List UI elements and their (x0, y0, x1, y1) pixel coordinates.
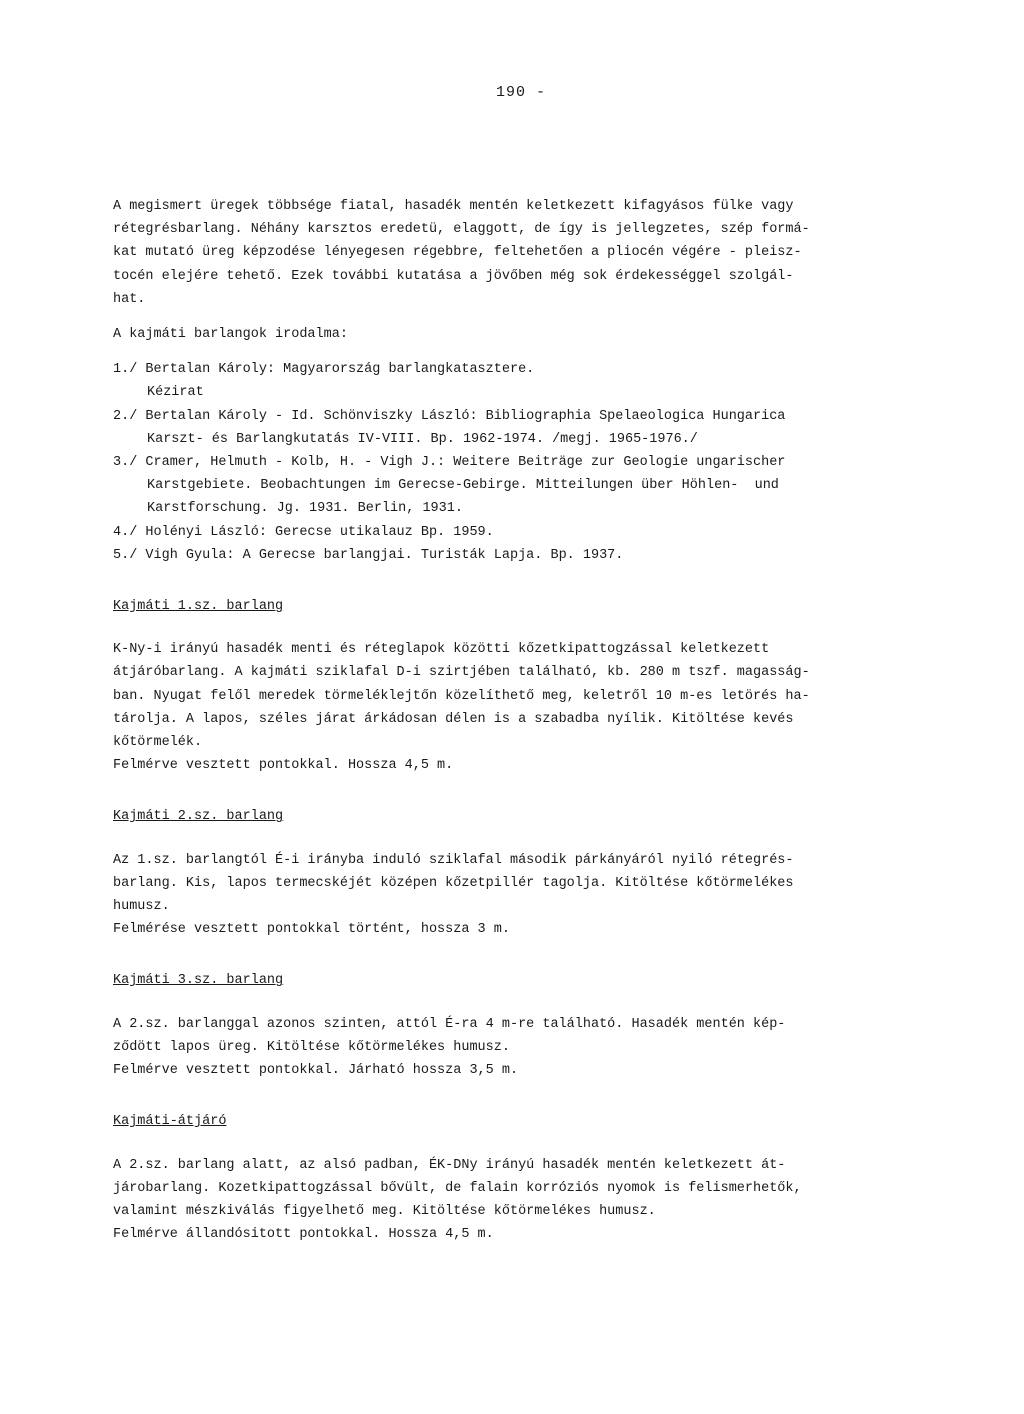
cave-title: Kajmáti 2.sz. barlang (113, 809, 284, 825)
cave-section (113, 595, 898, 777)
cave-text-line: tárolja. A lapos, széles járat árkádosan délen is a szabadba nyílik. Kitöltése kevés (113, 711, 794, 727)
page-content (113, 195, 898, 1246)
intro-line: A megismert üregek többsége fiatal, hasadék mentén keletkezett kifagyásos fülke vagy (113, 199, 794, 214)
cave-section (113, 805, 898, 941)
cave-title: Kajmáti-átjáró (113, 1114, 227, 1130)
cave-title: Kajmáti 1.sz. barlang (113, 599, 284, 615)
intro-line: rétegrésbarlang. Néhány karsztos eredetü, elaggott, de így is jellegzetes, szép formá- (113, 222, 810, 238)
reference-line: Karstgebiete. Beobachtungen im Gerecse-Gebirge. Mitteilungen über Höhlen- und (147, 478, 779, 494)
page-number: 190 - (496, 84, 547, 101)
cave-section (113, 1110, 898, 1246)
cave-text-line: A 2.sz. barlang alatt, az alsó padban, ÉK-DNy irányú hasadék mentén keletkezett át- (113, 1157, 786, 1173)
reference-line: Kézirat (147, 385, 204, 401)
reference-list (113, 358, 898, 567)
cave-text-line: barlang. Kis, lapos termecskéjét középen kőzetpillér tagolja. Kitöltése kőtörmelékes (113, 875, 794, 891)
intro-line: hat. (113, 291, 146, 307)
intro-line: tocén elejére tehető. Ezek további kutatása a jövőben még sok érdekességgel szolgál- (113, 268, 794, 284)
cave-text-line: kőtörmelék. (113, 735, 203, 751)
reference-line: 1./ Bertalan Károly: Magyarország barlangkatasztere. (113, 362, 535, 378)
reference-item (113, 521, 898, 544)
cave-text-line: valamint mészkiválás figyelhető meg. Kitöltése kőtörmelékes humusz. (113, 1203, 656, 1219)
cave-text-line: ban. Nyugat felől meredek törmeléklejtőn közelíthető meg, keletről 10 m-es letörés ha- (113, 688, 810, 704)
reference-item (113, 451, 898, 521)
cave-text-line: humusz. (113, 899, 170, 915)
cave-text-line: járobarlang. Kozetkipattogzással bővült, de falain korróziós nyomok is felismerhetők, (113, 1180, 802, 1196)
reference-line: 2./ Bertalan Károly - Id. Schönviszky László: Bibliographia Spelaeologica Hungarica (113, 408, 786, 424)
cave-text-line: ződött lapos üreg. Kitöltése kőtörmelékes humusz. (113, 1039, 510, 1055)
reference-line: Karszt- és Barlangkutatás IV-VIII. Bp. 1962-1974. /megj. 1965-1976./ (147, 431, 698, 447)
literature-heading: A kajmáti barlangok irodalma: (113, 327, 348, 343)
reference-item (113, 544, 898, 567)
cave-text-line: Felmérve állandósitott pontokkal. Hossza 4,5 m. (113, 1227, 494, 1243)
intro-line: kat mutató üreg képzodése lényegesen régebbre, feltehetően a pliocén végére - pleisz- (113, 245, 802, 261)
cave-text-line: Felmérése vesztett pontokkal történt, hossza 3 m. (113, 922, 510, 938)
reference-line: 5./ Vigh Gyula: A Gerecse barlangjai. Turisták Lapja. Bp. 1937. (113, 547, 624, 563)
cave-text-line: átjáróbarlang. A kajmáti sziklafal D-i szirtjében található, kb. 280 m tszf. magasság- (113, 665, 810, 681)
reference-item (113, 405, 898, 451)
reference-line: 4./ Holényi László: Gerecse utikalauz Bp. 1959. (113, 524, 494, 540)
reference-item (113, 358, 898, 404)
cave-title: Kajmáti 3.sz. barlang (113, 973, 284, 989)
cave-text-line: K-Ny-i irányú hasadék menti és réteglapok közötti kőzetkipattogzással keletkezett (113, 642, 770, 658)
cave-text-line: Az 1.sz. barlangtól É-i irányba induló sziklafal második párkányáról nyiló rétegrés- (113, 852, 794, 868)
cave-text-line: A 2.sz. barlanggal azonos szinten, attól É-ra 4 m-re található. Hasadék mentén kép- (113, 1016, 786, 1032)
cave-text-line: Felmérve vesztett pontokkal. Járható hossza 3,5 m. (113, 1063, 519, 1079)
cave-text-line: Felmérve vesztett pontokkal. Hossza 4,5 m. (113, 758, 454, 774)
reference-line: Karstforschung. Jg. 1931. Berlin, 1931. (147, 501, 463, 517)
reference-line: 3./ Cramer, Helmuth - Kolb, H. - Vigh J.: Weitere Beiträge zur Geologie ungarischer (113, 455, 786, 471)
cave-section (113, 969, 898, 1082)
intro-paragraph (113, 195, 898, 311)
